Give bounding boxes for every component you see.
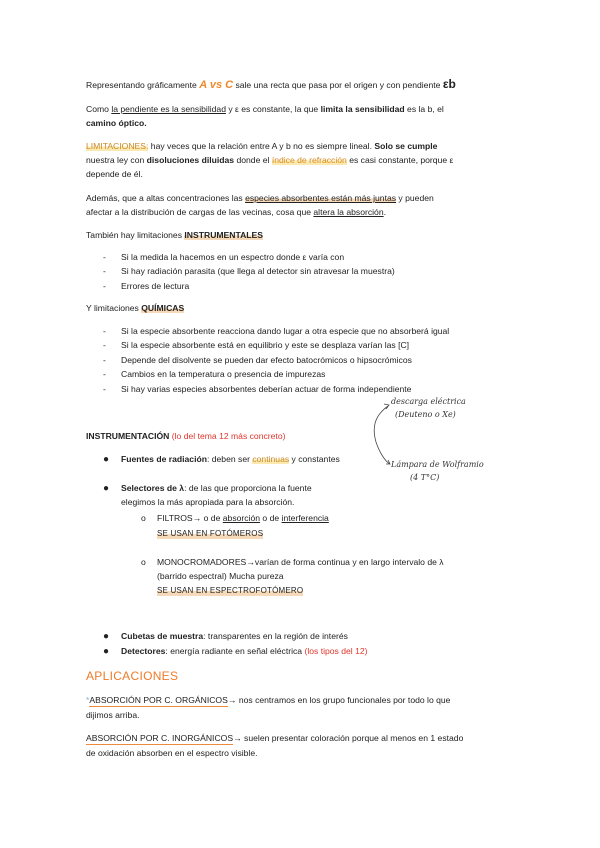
list-item: - Errores de lectura bbox=[103, 281, 190, 291]
text: MONOCROMADORES bbox=[157, 557, 247, 567]
text: hay veces que la relación entre A y b no es siempre lineal. bbox=[148, 141, 375, 151]
text: → suelen presentar coloración porque al menos en 1 estado bbox=[233, 733, 464, 743]
text: : transparentes en la región de interés bbox=[203, 631, 348, 641]
text: . bbox=[383, 207, 387, 217]
bold-highlight: INSTRUMENTALES bbox=[184, 230, 264, 240]
text: Como bbox=[86, 104, 112, 114]
bold-text: Detectores bbox=[121, 646, 166, 656]
bullet-item: ● Fuentes de radiación: deben ser continuas y constantes bbox=[103, 454, 340, 465]
text: es casi constante, porque ε bbox=[346, 155, 454, 165]
text: → o de bbox=[192, 513, 223, 523]
underlined-text: la pendiente es la sensibilidad bbox=[111, 104, 226, 114]
text: Y limitaciones bbox=[86, 303, 142, 313]
paragraph-sensitivity-1 bbox=[86, 104, 444, 115]
red-note: (los tipos del 12) bbox=[304, 646, 368, 656]
paragraph-limitations-1 bbox=[86, 141, 437, 152]
paragraph-limitations-3: depende de él. bbox=[86, 169, 143, 179]
text: y ε es constante, la que bbox=[225, 104, 321, 114]
arrow-up-curve bbox=[374, 406, 388, 442]
underlined-text: absorción bbox=[222, 513, 261, 523]
epsilon-b: εb bbox=[442, 77, 456, 91]
handwritten-note: descarga eléctrica bbox=[391, 397, 466, 406]
limitations-label: LIMITACIONES: bbox=[86, 141, 149, 151]
list-item: - Si hay radiación parasita (que llega al detector sin atravesar la muestra) bbox=[103, 266, 395, 276]
application-inorganic-cont: de oxidación absorben en el espectro visible. bbox=[86, 748, 258, 758]
application-organic: *ABSORCIÓN POR C. ORGÁNICOS→ nos centramos en los grupo funcionales por todo lo que bbox=[86, 695, 451, 705]
instrumentation-heading bbox=[86, 431, 285, 442]
handwritten-arrows bbox=[368, 398, 408, 468]
application-inorganic bbox=[86, 733, 463, 744]
text: Además, que a altas concentraciones las bbox=[86, 193, 246, 203]
sub-item: o FILTROS→ o de absorción o de interferencia bbox=[141, 513, 329, 523]
usage-note: SE USAN EN FOTÓMEROS bbox=[157, 529, 264, 538]
application-organic-cont: dijimos arriba. bbox=[86, 710, 140, 720]
paragraph-graph bbox=[86, 79, 456, 91]
text: : deben ser bbox=[206, 454, 253, 464]
arrowhead bbox=[386, 460, 390, 464]
formula-a-vs-c: A vs C bbox=[199, 79, 234, 91]
text: o de bbox=[260, 513, 282, 523]
bullet-item: ● Detectores: energía radiante en señal eléctrica (los tipos del 12) bbox=[103, 646, 368, 657]
bold-text: Cubetas de muestra bbox=[121, 631, 204, 641]
list-item-text: Depende del disolvente se pueden dar efecto batocrómicos o hipsocrómicos bbox=[121, 355, 412, 365]
list-item-text: Si hay radiación parasita (que llega al detector sin atravesar la muestra) bbox=[121, 266, 395, 276]
text: →varían de forma continua y en largo intervalo de λ bbox=[246, 557, 444, 567]
list-item-text: Errores de lectura bbox=[121, 281, 190, 291]
text: → nos centramos en los grupo funcionales por todo lo que bbox=[227, 695, 451, 705]
paragraph-limitations-2 bbox=[86, 155, 453, 166]
handwritten-note: (Deuteno o Xe) bbox=[395, 410, 456, 419]
bold-text: limita la sensibilidad bbox=[320, 104, 405, 114]
list-item-text: Cambios en la temperatura o presencia de impurezas bbox=[121, 369, 326, 379]
underlined-text: interferencia bbox=[281, 513, 329, 523]
list-item-text: Si la medida la hacemos en un espectro donde ε varía con bbox=[121, 252, 345, 262]
text: y constantes bbox=[289, 454, 340, 464]
sub-item: o MONOCROMADORES→varían de forma continua y en largo intervalo de λ bbox=[141, 557, 444, 567]
bullet-item: ● Selectores de λ: de las que proporciona la fuente bbox=[103, 483, 312, 494]
highlight-text: índice de refracción bbox=[271, 155, 347, 165]
handwritten-note: Lámpara de Wolframio bbox=[391, 460, 484, 469]
text: afectar a la distribución de cargas de las vecinas, cosa que bbox=[86, 207, 314, 217]
text: Representando gráficamente bbox=[86, 80, 200, 90]
text: : energía radiante en señal eléctrica bbox=[165, 646, 305, 656]
bold-text: INSTRUMENTACIÓN bbox=[86, 431, 170, 441]
underlined-text: ABSORCIÓN POR C. ORGÁNICOS bbox=[89, 695, 228, 705]
list-item: - Depende del disolvente se pueden dar efecto batocrómicos o hipsocrómicos bbox=[103, 355, 412, 365]
text: También hay limitaciones bbox=[86, 230, 185, 240]
text: es la b, el bbox=[404, 104, 444, 114]
list-item: - Si la especie absorbente reacciona dando lugar a otra especie que no absorberá igual bbox=[103, 326, 450, 336]
list-item: - Si la medida la hacemos en un espectro donde ε varía con bbox=[103, 252, 345, 262]
applications-heading: APLICACIONES bbox=[86, 669, 179, 683]
bullet-continuation: elegimos la más apropiada para la absorción. bbox=[121, 497, 295, 507]
handwritten-note: (4 T°C) bbox=[410, 473, 440, 482]
bold-text: disoluciones diluidas bbox=[146, 155, 235, 165]
arrow-down-curve bbox=[376, 442, 390, 464]
underlined-text: altera la absorción bbox=[313, 207, 384, 217]
list-item: - Si hay varias especies absorbentes deberían actuar de forma independiente bbox=[103, 384, 412, 394]
paragraph-sensitivity-2: camino óptico. bbox=[86, 118, 147, 128]
text: sale una recta que pasa por el origen y con pendiente bbox=[233, 80, 443, 90]
bold-text: Selectores de λ bbox=[121, 483, 185, 493]
text: nuestra ley con bbox=[86, 155, 147, 165]
text: y pueden bbox=[396, 193, 434, 203]
usage-note: SE USAN EN ESPECTROFOTÓMERO bbox=[157, 586, 304, 595]
underlined-text: ABSORCIÓN POR C. INORGÁNICOS bbox=[86, 733, 234, 743]
bullet-item: ● Cubetas de muestra: transparentes en la región de interés bbox=[103, 631, 348, 642]
instrumental-heading bbox=[86, 230, 263, 241]
text: FILTROS bbox=[157, 513, 193, 523]
bold-text: Fuentes de radiación bbox=[121, 454, 207, 464]
list-item: - Si la especie absorbente está en equilibrio y este se desplaza varían las [C] bbox=[103, 340, 410, 350]
red-note: (lo del tema 12 más concreto) bbox=[169, 431, 286, 441]
list-item-text: Si hay varias especies absorbentes deberían actuar de forma independiente bbox=[121, 384, 412, 394]
bold-text: Solo se cumple bbox=[374, 141, 438, 151]
paragraph-concentration-1 bbox=[86, 193, 434, 204]
paragraph-concentration-2 bbox=[86, 207, 386, 218]
sub-continuation: (barrido espectral) Mucha pureza bbox=[157, 571, 284, 581]
list-item-text: Si la especie absorbente reacciona dando lugar a otra especie que no absorberá igual bbox=[121, 326, 450, 336]
list-item: - Cambios en la temperatura o presencia de impurezas bbox=[103, 369, 326, 379]
chemical-heading bbox=[86, 303, 184, 314]
bold-highlight: QUÍMICAS bbox=[141, 303, 185, 313]
list-item-text: Si la especie absorbente está en equilibrio y este se desplaza varían las [C] bbox=[121, 340, 410, 350]
text: donde el bbox=[234, 155, 272, 165]
text: : de las que proporciona la fuente bbox=[184, 483, 312, 493]
underlined-text: especies absorbentes están más juntas bbox=[245, 193, 397, 203]
highlight-text: continuas bbox=[252, 454, 290, 464]
